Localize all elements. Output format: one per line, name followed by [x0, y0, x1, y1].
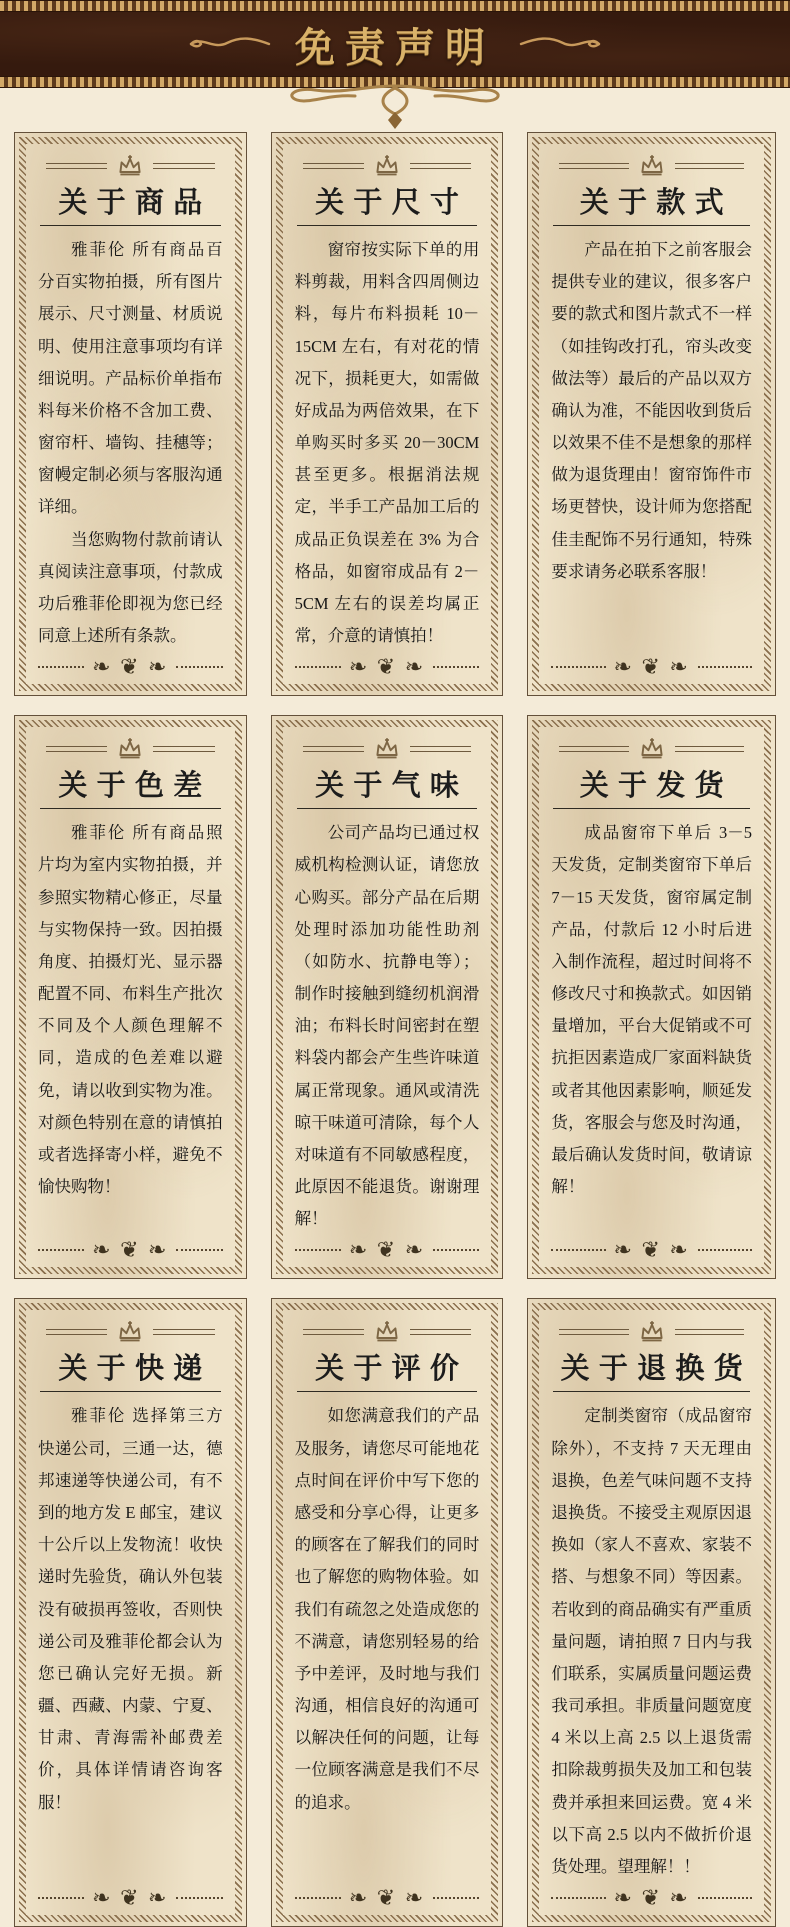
crown-icon [115, 1320, 145, 1344]
card-text: 公司产品均已通过权威机构检测认证，请您放心购买。部分产品在后期处理时添加功能性助剂（如防水、抗静电等）；制作时接触到缝纫机润滑油；布料长时间密封在塑料袋内都会产生些许味道属正常现象。通风或清洗晾干味道可清除，每个人对味道有不同敏感程度，此原因不能退货。谢谢理解！ [294, 823, 480, 1229]
card-text: 产品在拍下之前客服会提供专业的建议，很多客户要的款式和图片款式不一样（如挂钩改打孔，帘头改变做法等）最后的产品以双方确认为准，不能因收到货后以效果不佳不是想象的那样做为退货理由！窗帘饰件市场更替快，设计师为您搭配佳圭配饰不另行通知，特殊要求请务必联系客服！ [551, 240, 752, 581]
ornate-border [276, 137, 499, 691]
crown-icon [372, 1320, 402, 1344]
header-banner [0, 0, 790, 88]
card-title: 关于发货 [579, 770, 733, 803]
crown-icon [115, 154, 145, 178]
ornate-border [19, 137, 242, 691]
crown-icon [637, 154, 667, 178]
ornate-border [532, 1303, 771, 1922]
card-about-delivery [14, 1298, 247, 1927]
ornate-border [276, 720, 499, 1274]
page-title: 免责声明 [295, 24, 495, 70]
card-text: 成品窗帘下单后 3－5 天发货，定制类窗帘下单后 7－15 天发货，窗帘属定制产品，付款后 12 小时后进入制作流程，超过时间将不修改尺寸和换款式。如因销量增加，平台大促销或不可抗拒因素造成厂家面料缺货或者其他因素影响，顺延发货，客服会与您及时沟通，最后确认发货时间，敬请谅解！ [551, 823, 752, 1197]
card-text: 雅菲伦 所有商品百分百实物拍摄，所有图片展示、尺寸测量、材质说明、使用注意事项均有详细说明。产品标价单指布料每米价格不含加工费、窗帘杆、墙钩、挂穗等；窗幔定制必须与客服沟通详细。 [38, 240, 223, 517]
card-title: 关于退换货 [560, 1353, 752, 1386]
card-text: 定制类窗帘（成品窗帘除外），不支持 7 天无理由退换，色差气味问题不支持退换货。不接受主观原因退换如（家人不喜欢、家装不搭、与想象不同）等因素。若收到的商品确实有严重质量问题，请拍照 7 日内与我们联系，实属质量问题运费我司承担。非质量问题宽度 4 米以上高 2.5 以上退货需扣除裁剪损失及加工和包装费并承担来回运费。宽 4 米以下高 2.5 以内不做折价退货处理。望理解！！ [551, 1406, 752, 1876]
card-title: 关于评价 [315, 1353, 469, 1386]
card-grid [14, 132, 776, 1927]
ornate-border [532, 720, 771, 1274]
card-title: 关于快递 [58, 1353, 212, 1386]
flourish-icon: ❧ ❦ ❧ [613, 1237, 690, 1263]
ornate-border [276, 1303, 499, 1922]
flourish-icon: ❧ ❦ ❧ [348, 654, 426, 680]
card-title: 关于气味 [315, 770, 469, 803]
crown-icon [637, 1320, 667, 1344]
right-swash-icon [517, 34, 603, 54]
card-text: 窗帘按实际下单的用料剪裁，用料含四周侧边料，每片布料损耗 10－15CM 左右，有对花的情况下，损耗更大，如需做好成品为两倍效果，在下单购买时多买 20－30CM 甚至更多。根据消法规定，半手工产品加工后的成品正负误差在 3% 为合格品，如窗帘成品有 2－5CM 左右的误差均属正常，介意的请慎拍！ [294, 240, 480, 646]
ornate-border [532, 137, 771, 691]
flourish-icon: ❧ ❦ ❧ [613, 654, 690, 680]
card-text: 雅菲伦 所有商品照片均为室内实物拍摄，并参照实物精心修正，尽量与实物保持一致。因拍摄角度、拍摄灯光、显示器配置不同、布料生产批次不同及个人颜色理解不同，造成的色差难以避免，请以收到实物为准。对颜色特别在意的请慎拍或者选择寄小样，避免不愉快购物！ [38, 823, 223, 1197]
card-title: 关于尺寸 [315, 187, 469, 219]
card-about-size [271, 132, 504, 696]
card-about-odor [271, 715, 504, 1279]
flourish-icon: ❧ ❦ ❧ [348, 1237, 426, 1263]
card-about-returns [527, 1298, 776, 1927]
card-about-product [14, 132, 247, 696]
flourish-icon: ❧ ❦ ❧ [613, 1885, 690, 1911]
card-title: 关于色差 [58, 770, 212, 803]
ornate-border [19, 1303, 242, 1922]
gold-bead-border-top [0, 0, 790, 12]
left-swash-icon [187, 34, 273, 54]
flourish-icon: ❧ ❦ ❧ [348, 1885, 426, 1911]
crown-icon [372, 737, 402, 761]
ornate-border [19, 720, 242, 1274]
card-about-color-difference [14, 715, 247, 1279]
flourish-icon: ❧ ❦ ❧ [92, 654, 169, 680]
flourish-icon: ❧ ❦ ❧ [92, 1237, 169, 1263]
crown-icon [637, 737, 667, 761]
card-text: 雅菲伦 选择第三方快递公司，三通一达，德邦速递等快递公司，有不到的地方发 E 邮宝，建议十公斤以上发物流！收快递时先验货，确认外包装没有破损再签收，否则快递公司及雅菲伦都会认为您已确认完好无损。新疆、西藏、内蒙、宁夏、甘肃、青海需补邮费差价，具体详情请咨询客服！ [38, 1406, 223, 1812]
card-title: 关于款式 [579, 187, 733, 219]
crown-icon [372, 154, 402, 178]
flourish-icon: ❧ ❦ ❧ [92, 1885, 169, 1911]
crown-icon [115, 737, 145, 761]
header-flourish-icon [0, 84, 790, 130]
card-about-style [527, 132, 776, 696]
card-text: 当您购物付款前请认真阅读注意事项，付款成功后雅菲伦即视为您已经同意上述所有条款。 [38, 529, 223, 646]
card-about-reviews [271, 1298, 504, 1927]
card-about-shipping [527, 715, 776, 1279]
card-title: 关于商品 [58, 187, 212, 219]
card-text: 如您满意我们的产品及服务，请您尽可能地花点时间在评价中写下您的感受和分享心得，让更多的顾客在了解我们的同时也了解您的购物体验。如我们有疏忽之处造成您的不满意，请您别轻易的给予中差评，及时地与我们沟通，相信良好的沟通可以解决任何的问题，让每一位顾客满意是我们不尽的追求。 [294, 1406, 480, 1812]
